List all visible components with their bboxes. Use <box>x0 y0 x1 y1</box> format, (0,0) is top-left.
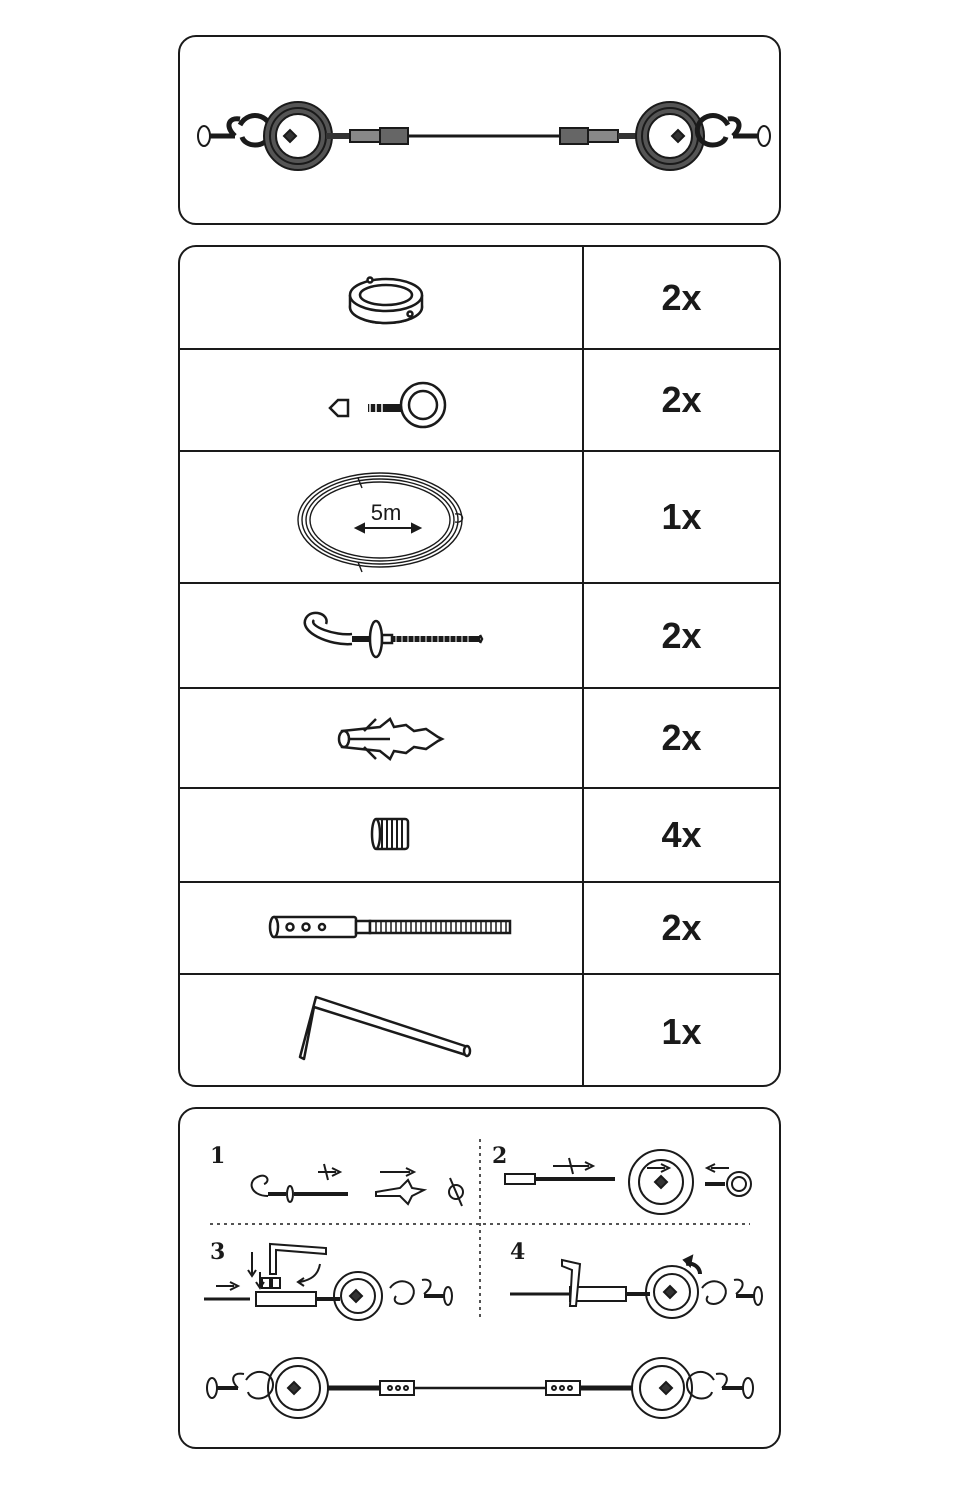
qty-allen-key: 1x <box>661 1011 702 1052</box>
qty-hook-screw: 2x <box>661 614 702 656</box>
parts-list-table <box>178 245 781 1087</box>
qty-eye-screw: 2x <box>661 379 702 420</box>
qty-wire-coil: 1x <box>661 496 702 537</box>
parts-row-allen-key <box>180 975 779 1087</box>
step-2-number: 2 <box>492 1143 508 1169</box>
step-2-illustration <box>505 1134 755 1224</box>
allen-key-icon <box>180 975 584 1087</box>
step-1-illustration <box>240 1134 520 1224</box>
tensioner-bolt-icon <box>180 883 584 973</box>
step-3-number: 3 <box>210 1239 226 1265</box>
assembled-wire-system-illustration <box>180 37 783 227</box>
hook-screw-icon <box>180 584 584 687</box>
step-3-illustration <box>200 1234 470 1324</box>
parts-row-tensioner-bolt <box>180 883 779 975</box>
step-4-illustration <box>500 1234 770 1324</box>
parts-row-ring <box>180 247 779 350</box>
threaded-sleeve-icon <box>180 789 584 881</box>
final-assembly-illustration <box>190 1334 770 1434</box>
qty-wall-plug: 2x <box>661 717 702 758</box>
parts-row-wire-coil <box>180 452 779 584</box>
overview-panel <box>178 35 781 225</box>
parts-row-hook-screw <box>180 584 779 689</box>
ring-icon <box>180 247 584 348</box>
qty-threaded-sleeve: 4x <box>661 814 702 855</box>
wire-coil-icon <box>180 452 584 582</box>
qty-tensioner-bolt: 2x <box>661 907 702 948</box>
wire-length-label: 5m <box>370 500 402 525</box>
parts-row-wall-plug <box>180 689 779 789</box>
step-4-number: 4 <box>510 1239 526 1265</box>
wall-plug-icon <box>180 689 584 787</box>
parts-row-eye-screw <box>180 350 779 452</box>
assembly-steps-panel <box>178 1107 781 1449</box>
parts-row-threaded-sleeve <box>180 789 779 883</box>
eye-screw-icon <box>180 350 584 450</box>
qty-ring: 2x <box>661 276 702 318</box>
step-1-number: 1 <box>210 1143 226 1169</box>
